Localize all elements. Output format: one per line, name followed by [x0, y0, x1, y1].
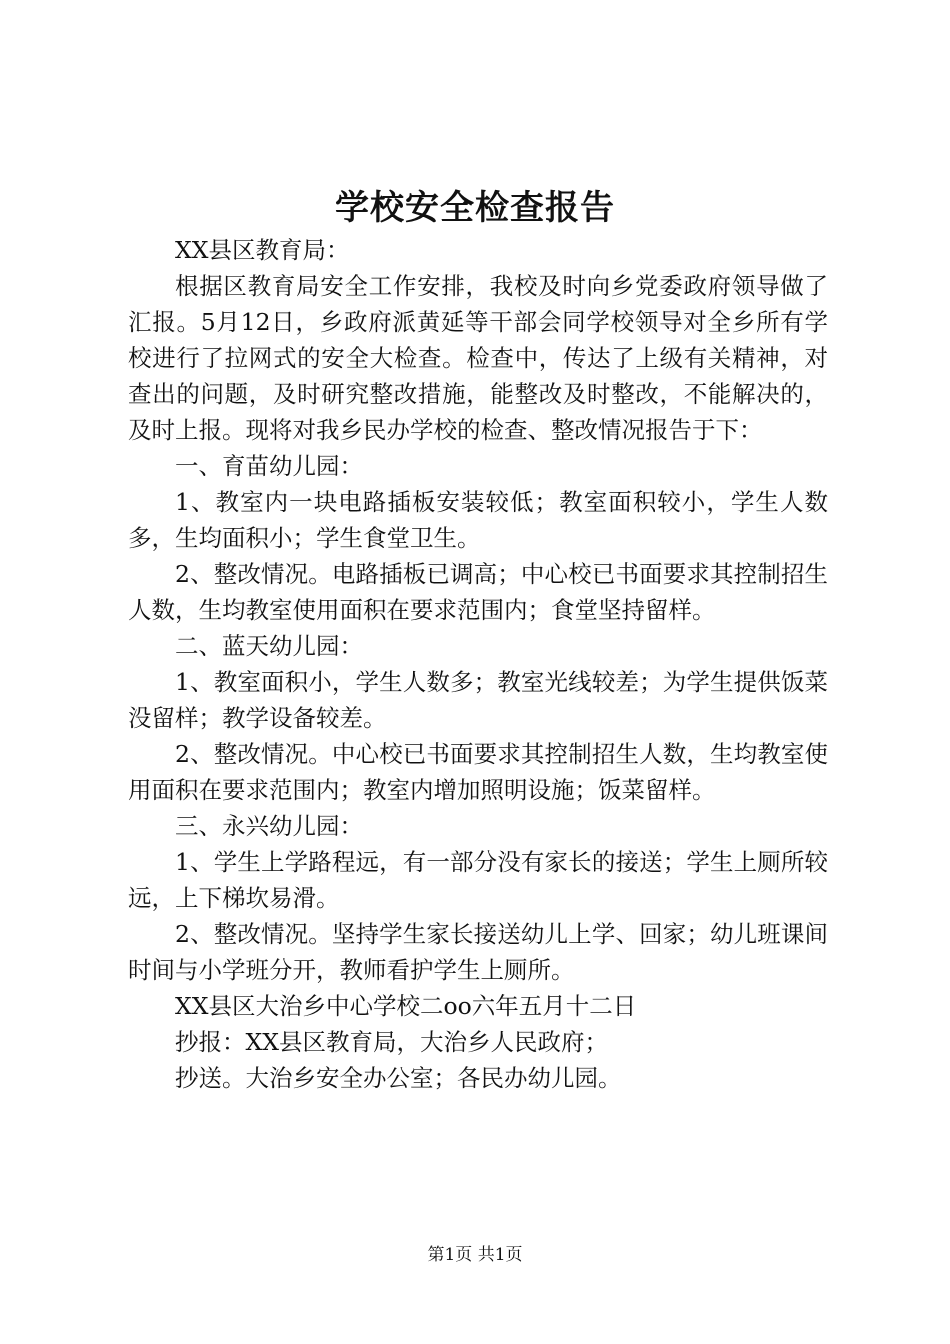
cc-report-line: 抄报：XX县区教育局，大治乡人民政府；: [175, 1028, 608, 1056]
lantian-issues: 1、教室面积小，学生人数多；教室光线较差；为学生提供饭菜没留样；教学设备较差。: [128, 668, 828, 732]
cc-send-line: 抄送。大治乡安全办公室；各民办幼儿园。: [175, 1064, 622, 1092]
lantian-rectification: 2、整改情况。中心校已书面要求其控制招生人数，生均教室使用面积在要求范围内；教室内增加照明设施；饭菜留样。: [128, 740, 828, 804]
yumiao-rectification: 2、整改情况。电路插板已调高；中心校已书面要求其控制招生人数，生均教室使用面积在要求范围内；食堂坚持留样。: [128, 560, 828, 624]
document-title: 学校安全检查报告: [335, 188, 615, 228]
intro-paragraph: 根据区教育局安全工作安排，我校及时向乡党委政府领导做了汇报。5月12日，乡政府派黄延等干部会同学校领导对全乡所有学校进行了拉网式的安全大检查。检查中，传达了上级有关精神，对查出的问题，及时研究整改措施，能整改及时整改，不能解决的，及时上报。现将对我乡民办学校的检查、整改情况报告于下：: [128, 272, 828, 444]
page-number-footer: 第1页 共1页: [427, 1245, 523, 1265]
signature-date-line: XX县区大治乡中心学校二oo六年五月十二日: [175, 992, 637, 1020]
yongxing-rectification: 2、整改情况。坚持学生家长接送幼儿上学、回家；幼儿班课间时间与小学班分开，教师看护学生上厕所。: [128, 920, 828, 984]
section-heading-yumiao: 一、育苗幼儿园：: [175, 452, 363, 480]
recipient-line: XX县区教育局：: [175, 236, 350, 264]
section-heading-lantian: 二、蓝天幼儿园：: [175, 632, 363, 660]
yongxing-issues: 1、学生上学路程远，有一部分没有家长的接送；学生上厕所较远，上下梯坎易滑。: [128, 848, 828, 912]
yumiao-issues: 1、教室内一块电路插板安装较低；教室面积较小，学生人数多，生均面积小；学生食堂卫生。: [128, 488, 828, 552]
section-heading-yongxing: 三、永兴幼儿园：: [175, 812, 363, 840]
document-body: [128, 232, 828, 1096]
